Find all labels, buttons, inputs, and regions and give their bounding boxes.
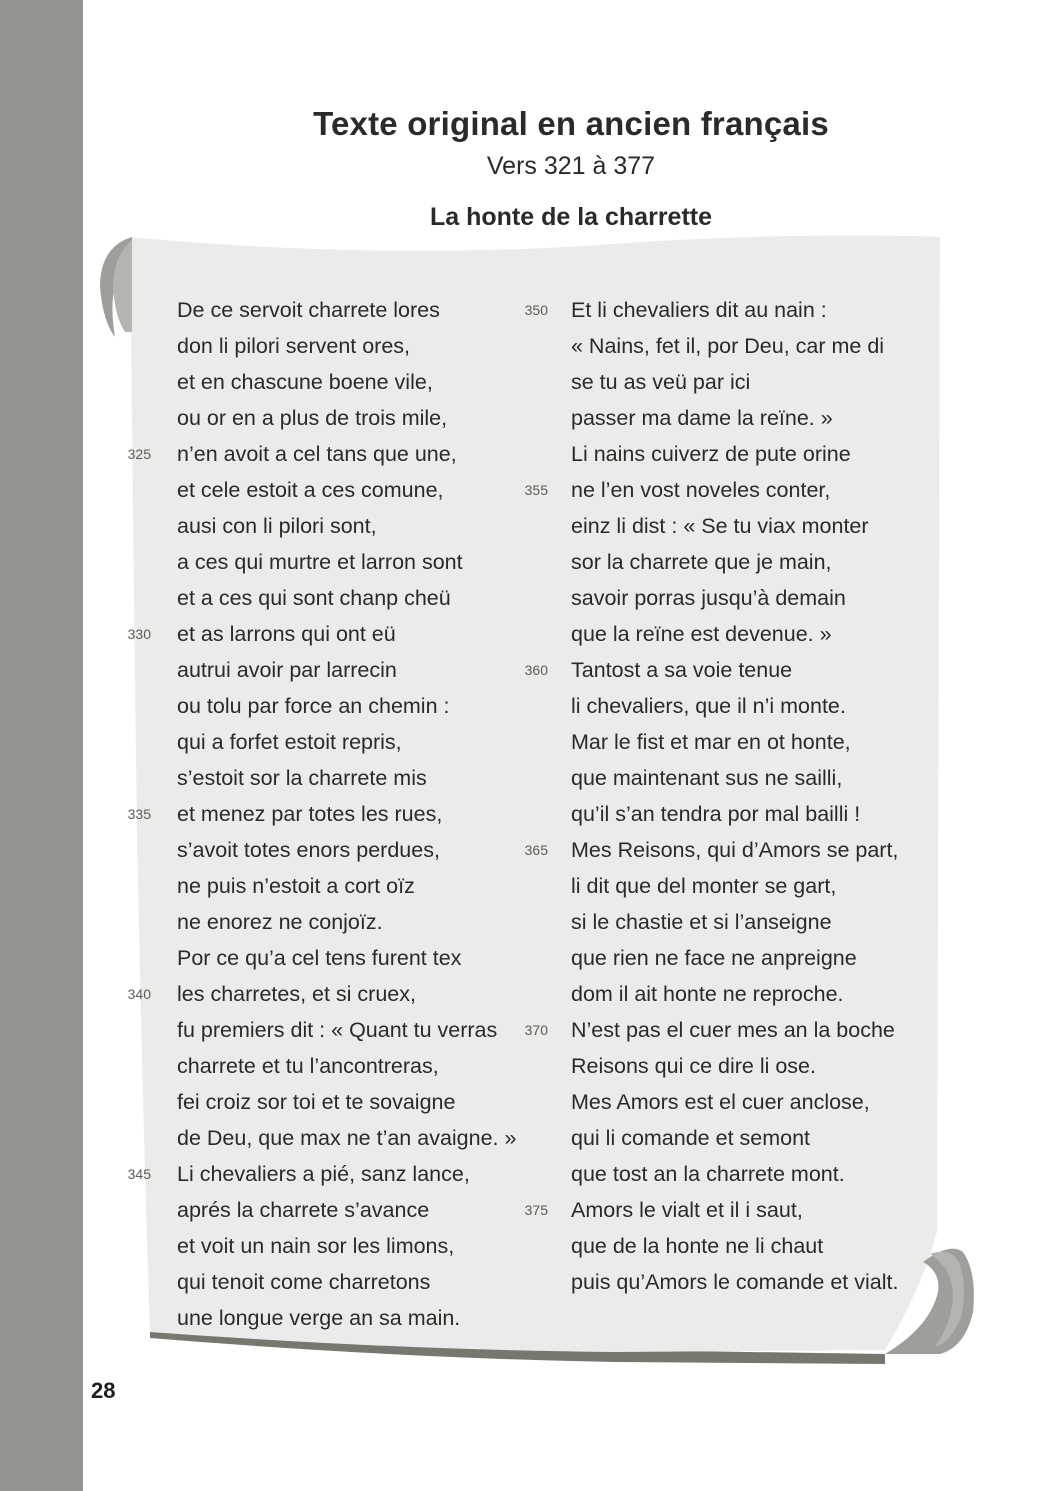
verse-line: si le chastie et si l’anseigne [571, 910, 832, 934]
section-title: La honte de la charrette [429, 203, 713, 231]
verse-line: Li nains cuiverz de pute orine [571, 442, 851, 466]
verse-number: 365 [524, 842, 548, 858]
verse-line: aprés la charrete s’avance [177, 1198, 430, 1222]
verse-number: 360 [524, 662, 548, 678]
verse-line: charrete et tu l’ancontreras, [177, 1054, 439, 1078]
verse-line: « Nains, fet il, por Deu, car me di [571, 334, 885, 358]
verse-line: n’en avoit a cel tans que une, [177, 442, 457, 466]
verse-line: qui tenoit come charretons [177, 1270, 431, 1294]
page-title: Texte original en ancien français [313, 105, 829, 142]
page-number: 28 [91, 1378, 116, 1403]
verse-line: Mes Reisons, qui d’Amors se part, [571, 838, 899, 862]
verse-number: 340 [127, 986, 151, 1002]
left-margin-band [0, 0, 83, 1491]
verse-number: 375 [524, 1202, 548, 1218]
verse-line: Tantost a sa voie tenue [571, 658, 793, 682]
verse-line: que rien ne face ne anpreigne [571, 946, 857, 970]
verse-line: Li chevaliers a pié, sanz lance, [177, 1162, 470, 1186]
verse-line: fei croiz sor toi et te sovaigne [177, 1090, 456, 1114]
verse-line: et as larrons qui ont eü [177, 622, 396, 646]
verse-number: 330 [127, 626, 151, 642]
verse-line: li dit que del monter se gart, [571, 874, 837, 898]
verse-line: puis qu’Amors le comande et vialt. [571, 1270, 899, 1294]
verse-line: sor la charrete que je main, [571, 550, 832, 574]
verse-line: autrui avoir par larrecin [177, 658, 397, 682]
verse-line: ne puis n’estoit a cort oïz [177, 874, 415, 898]
verse-line: et a ces qui sont chanp cheü [177, 586, 451, 610]
verse-line: dom il ait honte ne reproche. [571, 982, 844, 1006]
verse-line: une longue verge an sa main. [177, 1306, 461, 1330]
verse-line: qui a forfet estoit repris, [177, 730, 402, 754]
verse-line: ou or en a plus de trois mile, [177, 406, 448, 430]
verse-line: De ce servoit charrete lores [177, 298, 440, 322]
verse-line: fu premiers dit : « Quant tu verras [177, 1018, 498, 1042]
verse-line: einz li dist : « Se tu viax monter [571, 514, 869, 538]
verse-number: 355 [524, 482, 548, 498]
verse-line: que de la honte ne li chaut [571, 1234, 824, 1258]
verse-number: 325 [127, 446, 151, 462]
verse-line: savoir porras jusqu’à demain [571, 586, 846, 610]
verse-line: li chevaliers, que il n’i monte. [571, 694, 846, 718]
verse-number: 345 [127, 1166, 151, 1182]
verse-range-subtitle: Vers 321 à 377 [486, 152, 656, 180]
verse-line: a ces qui murtre et larron sont [177, 550, 463, 574]
verse-line: que maintenant sus ne sailli, [571, 766, 843, 790]
verse-line: que tost an la charrete mont. [571, 1162, 845, 1186]
verse-line: et en chascune boene vile, [177, 370, 433, 394]
verse-number: 370 [524, 1022, 548, 1038]
verse-line: ou tolu par force an chemin : [177, 694, 450, 718]
verse-line: Mes Amors est el cuer anclose, [571, 1090, 870, 1114]
verse-line: Mar le fist et mar en ot honte, [571, 730, 851, 754]
verse-line: qui li comande et semont [571, 1126, 811, 1150]
verse-line: se tu as veü par ici [571, 370, 751, 394]
verse-line: ne l’en vost noveles conter, [571, 478, 831, 502]
verse-line: qu’il s’an tendra por mal bailli ! [571, 802, 861, 826]
verse-line: et voit un nain sor les limons, [177, 1234, 455, 1258]
verse-line: s’estoit sor la charrete mis [177, 766, 427, 790]
verse-line: ne enorez ne conjoïz. [177, 910, 383, 934]
verse-number: 350 [524, 302, 548, 318]
verse-line: les charretes, et si cruex, [177, 982, 416, 1006]
verse-line: ausi con li pilori sont, [177, 514, 377, 538]
verse-line: don li pilori servent ores, [177, 334, 411, 358]
verse-line: Et li chevaliers dit au nain : [571, 298, 827, 322]
verse-number: 335 [127, 806, 151, 822]
verse-line: N’est pas el cuer mes an la boche [571, 1018, 895, 1042]
verse-line: Por ce qu’a cel tens furent tex [177, 946, 462, 970]
verse-line: de Deu, que max ne t’an avaigne. » [177, 1126, 517, 1150]
verse-line: s’avoit totes enors perdues, [177, 838, 440, 862]
verse-line: et menez par totes les rues, [177, 802, 443, 826]
verse-line: Reisons qui ce dire li ose. [571, 1054, 816, 1078]
verse-line: Amors le vialt et il i saut, [571, 1198, 803, 1222]
verse-line: que la reïne est devenue. » [571, 622, 832, 646]
verse-line: et cele estoit a ces comune, [177, 478, 444, 502]
verse-line: passer ma dame la reïne. » [571, 406, 833, 430]
